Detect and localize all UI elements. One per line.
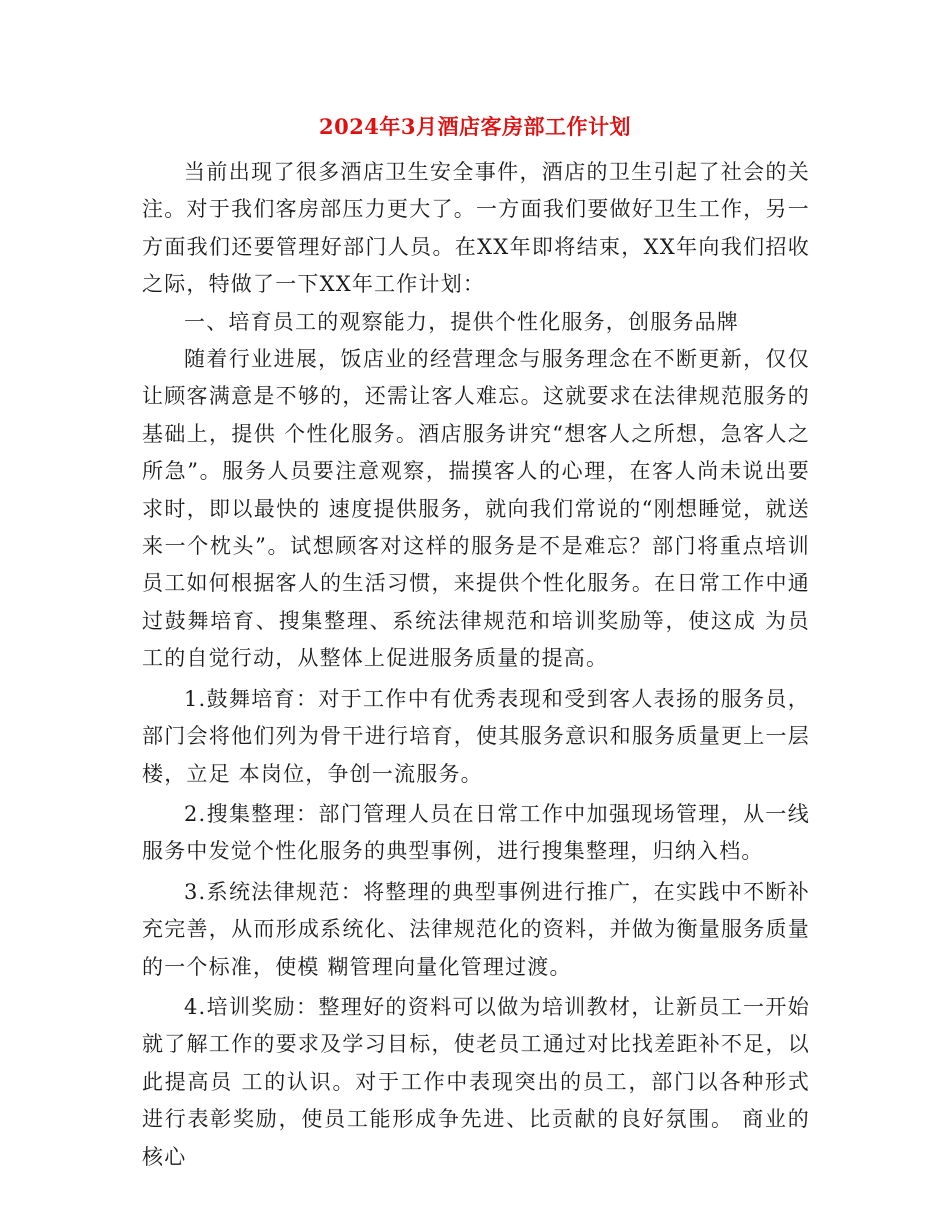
list-item-2: 2.搜集整理：部门管理人员在日常工作中加强现场管理，从一线服务中发觉个性化服务的典型事例，进行搜集整理，归纳入档。 <box>142 801 810 864</box>
document-title: 2024年3月酒店客房部工作计划 <box>318 114 632 139</box>
list-item-1: 1.鼓舞培育：对于工作中有优秀表现和受到客人表扬的服务员，部门会将他们列为骨干进行培育，使其服务意识和服务质量更上一层楼，立足 本岗位，争创一流服务。 <box>142 686 810 786</box>
intro-paragraph: 当前出现了很多酒店卫生安全事件，酒店的卫生引起了社会的关注。对于我们客房部压力更大了。一方面我们要做好卫生工作，另一方面我们还要管理好部门人员。在XX年即将结束，XX年向我们招收之际，特做了一下XX年工作计划： <box>142 160 810 297</box>
section-heading-1: 一、培育员工的观察能力，提供个性化服务，创服务品牌 <box>184 309 739 334</box>
list-item-3: 3.系统法律规范：将整理的典型事例进行推广，在实践中不断补充完善，从而形成系统化、法律规范化的资料，并做为衡量服务质量的一个标准，使模 糊管理向量化管理过渡。 <box>142 879 810 979</box>
section-1-paragraph: 随着行业进展，饭店业的经营理念与服务理念在不断更新，仅仅让顾客满意是不够的，还需让客人难忘。这就要求在法律规范服务的基础上，提供 个性化服务。酒店服务讲究“想客人之所想，急客人之所急”。服务人员要注意观察，揣摸客人的心理，在客人尚未说出要求时，即以最快的 速度提供服务，就向我们常说的“刚想睡觉，就送来一个枕头”。试想顾客对这样的服务是不是难忘？部门将重点培训员工如何根据客人的生活习惯，来提供个性化服务。在日常工作中通过鼓舞培育、搜集整理、系统法律规范和培训奖励等，使这成 为员工的自觉行动，从整体上促进服务质量的提高。 <box>142 347 810 671</box>
list-item-4: 4.培训奖励：整理好的资料可以做为培训教材，让新员工一开始就了解工作的要求及学习目标，使老员工通过对比找差距补不足，以此提高员 工的认识。对于工作中表现突出的员工，部门以各种形式进行表彰奖励，使员工能形成争先进、比贡献的良好氛围。 商业的核心 <box>142 994 810 1169</box>
document-body <box>142 154 810 1176</box>
